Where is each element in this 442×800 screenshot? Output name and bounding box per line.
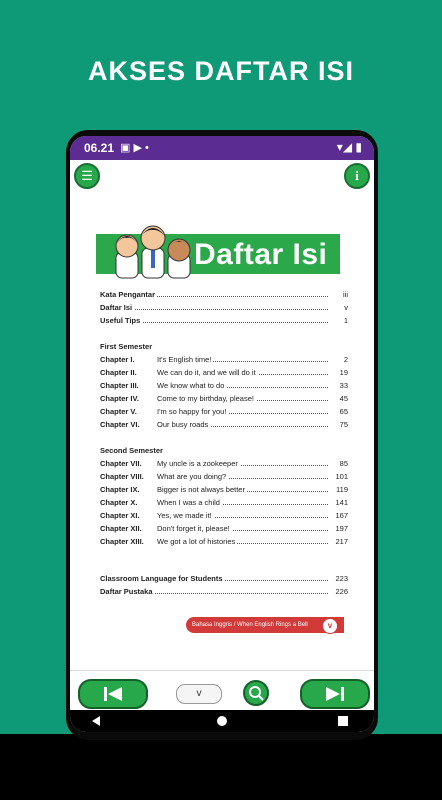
toc-title: Daftar Pustaka [100, 587, 153, 596]
section-heading: First Semester [100, 342, 153, 351]
chapter-page: 197 [335, 524, 348, 533]
toc-item[interactable] [100, 574, 348, 586]
chapter-number: Chapter VII. [100, 459, 142, 468]
status-bar [70, 136, 374, 160]
toc-chapter[interactable] [100, 498, 348, 510]
signal-battery-icon: ▾◢ ▮ [336, 140, 362, 154]
chapter-title: My uncle is a zookeeper [157, 459, 238, 468]
recents-icon[interactable] [338, 716, 348, 726]
chapter-number: Chapter II. [100, 368, 137, 377]
toc-chapter[interactable] [100, 537, 348, 549]
notification-icons: ▣ ▶ • [120, 142, 149, 154]
toc-title: Classroom Language for Students [100, 574, 223, 583]
banner-title: Daftar Isi [194, 238, 328, 271]
toc-page: 223 [335, 574, 348, 583]
toc-item[interactable] [100, 587, 348, 599]
chapter-page: 45 [339, 394, 348, 403]
toc-chapter[interactable] [100, 459, 348, 471]
previous-page-button[interactable] [78, 679, 148, 709]
chapter-title: We can do it, and we will do it [157, 368, 256, 377]
toc-title: Useful Tips [100, 316, 141, 325]
toc-chapter[interactable] [100, 485, 348, 497]
chapter-page: 65 [339, 407, 348, 416]
chapter-number: Chapter III. [100, 381, 139, 390]
toc-chapter[interactable] [100, 381, 348, 393]
back-icon[interactable] [92, 716, 100, 726]
toc-chapter[interactable] [100, 420, 348, 432]
info-icon[interactable]: i [344, 163, 370, 189]
section-heading: Second Semester [100, 446, 163, 455]
chapter-page: 19 [339, 368, 348, 377]
chapter-title: Bigger is not always better [157, 485, 245, 494]
book-footer-label: Bahasa Inggris / When English Rings a Bell [186, 617, 344, 633]
chapter-title: When I was a child [157, 498, 220, 507]
toc-page: 1 [343, 316, 348, 325]
chapter-title: Yes, we made it! [157, 511, 212, 520]
bottom-band [0, 734, 442, 800]
toc-chapter[interactable] [100, 472, 348, 484]
chapter-number: Chapter IX. [100, 485, 140, 494]
chapter-page: 167 [335, 511, 348, 520]
system-navigation-bar [70, 710, 374, 732]
chapter-title: Come to my birthday, please! [157, 394, 254, 403]
phone-screen [70, 136, 374, 732]
chapter-number: Chapter V. [100, 407, 137, 416]
toc-chapter[interactable] [100, 524, 348, 536]
chapter-title: What are you doing? [157, 472, 227, 481]
page-number-input[interactable]: v [176, 684, 222, 704]
chapter-page: 119 [336, 485, 348, 494]
reader-navbar [70, 670, 374, 711]
chapter-title: Our busy roads [157, 420, 209, 429]
chapter-page: 101 [335, 472, 348, 481]
chapter-number: Chapter I. [100, 355, 135, 364]
toc-chapter[interactable] [100, 355, 348, 367]
next-page-button[interactable] [300, 679, 370, 709]
toc-chapter[interactable] [100, 368, 348, 380]
chapter-title: Don't forget it, please! [157, 524, 230, 533]
toc-page: iii [343, 290, 348, 299]
children-illustration [112, 224, 198, 284]
toc-item[interactable] [100, 290, 348, 302]
skip-back-icon [80, 681, 146, 707]
toc-item[interactable] [100, 316, 348, 328]
toc-page: v [344, 303, 348, 312]
menu-icon[interactable]: ☰ [74, 163, 100, 189]
toc-chapter[interactable] [100, 394, 348, 406]
toc-page: 226 [335, 587, 348, 596]
chapter-title: We know what to do [157, 381, 225, 390]
chapter-number: Chapter X. [100, 498, 138, 507]
home-icon[interactable] [217, 716, 227, 726]
page-badge: v [322, 618, 338, 634]
chapter-page: 141 [335, 498, 348, 507]
chapter-title: I'm so happy for you! [157, 407, 227, 416]
chapter-page: 75 [339, 420, 348, 429]
phone-frame [66, 130, 378, 740]
toc-title: Daftar Isi [100, 303, 133, 312]
search-icon [245, 682, 267, 704]
chapter-number: Chapter XII. [100, 524, 142, 533]
skip-forward-icon [302, 681, 368, 707]
chapter-number: Chapter IV. [100, 394, 139, 403]
toc-chapter[interactable] [100, 511, 348, 523]
toc-title: Kata Pengantar [100, 290, 156, 299]
chapter-page: 2 [343, 355, 348, 364]
promo-title: AKSES DAFTAR ISI [87, 56, 354, 86]
status-time: 06.21 [84, 141, 115, 155]
chapter-title: We got a lot of histories [157, 537, 236, 546]
chapter-title: It's English time! [157, 355, 212, 364]
chapter-page: 33 [339, 381, 348, 390]
toc-item[interactable] [100, 303, 348, 315]
app-toolbar [70, 160, 374, 190]
chapter-page: 85 [339, 459, 348, 468]
chapter-number: Chapter VIII. [100, 472, 144, 481]
chapter-number: Chapter XIII. [100, 537, 144, 546]
chapter-number: Chapter VI. [100, 420, 140, 429]
toc-chapter[interactable] [100, 407, 348, 419]
chapter-page: 217 [335, 537, 348, 546]
search-button[interactable] [243, 680, 269, 706]
book-page [70, 190, 374, 670]
chapter-number: Chapter XI. [100, 511, 140, 520]
